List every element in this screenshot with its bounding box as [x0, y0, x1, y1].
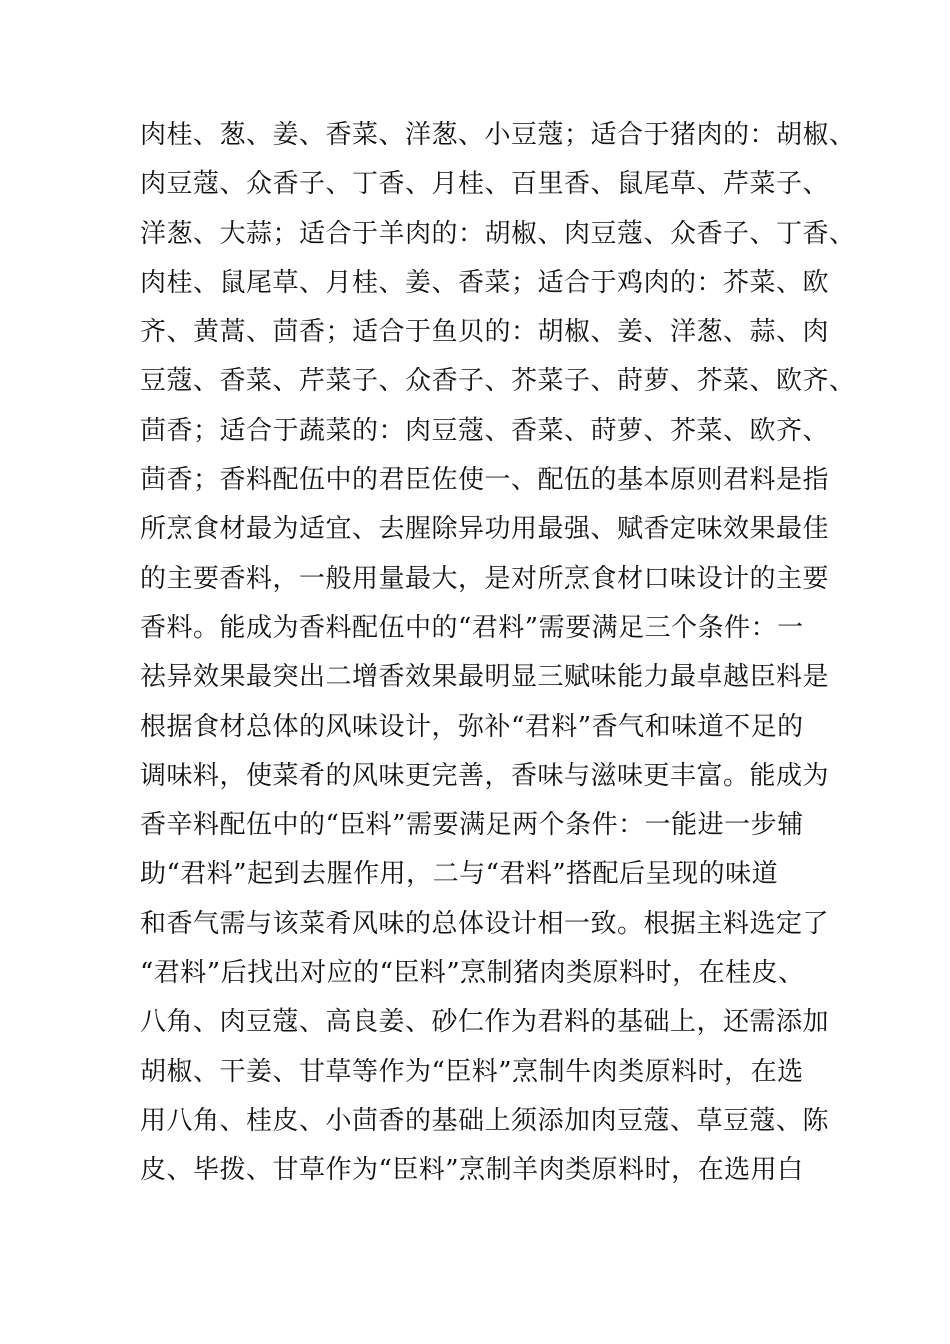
- text-line-1: 肉桂、葱、姜、香菜、洋葱、小豆蔻；适合于猪肉的：胡椒、: [140, 120, 856, 150]
- text-line-9: 所烹食材最为适宜、去腥除异功用最强、赋香定味效果最佳: [140, 514, 830, 545]
- text-line-19: 八角、肉豆蔻、高良姜、砂仁作为君料的基础上，还需添加: [140, 1007, 830, 1038]
- text-line-5: 齐、黄蒿、茴香；适合于鱼贝的：胡椒、姜、洋葱、蒜、肉: [140, 317, 830, 348]
- text-line-7: 茴香；适合于蔬菜的：肉豆蔻、香菜、莳萝、芥菜、欧齐、: [140, 415, 830, 446]
- text-line-20: 胡椒、干姜、甘草等作为“臣料”烹制牛肉类原料时，在选: [140, 1056, 804, 1087]
- text-line-15: 香辛料配伍中的“臣料”需要满足两个条件：一能进一步辅: [140, 810, 804, 841]
- text-line-17: 和香气需与该菜肴风味的总体设计相一致。根据主料选定了: [140, 908, 830, 939]
- body-text: [140, 111, 856, 1196]
- text-line-6: 豆蔻、香菜、芹菜子、众香子、芥菜子、莳萝、芥菜、欧齐、: [140, 366, 856, 397]
- text-line-4: 肉桂、鼠尾草、月桂、姜、香菜；适合于鸡肉的：芥菜、欧: [140, 267, 830, 298]
- text-line-3: 洋葱、大蒜；适合于羊肉的：胡椒、肉豆蔻、众香子、丁香、: [140, 218, 856, 249]
- text-line-22: 皮、毕拨、甘草作为“臣料”烹制羊肉类原料时，在选用白: [140, 1155, 804, 1186]
- text-line-2: 肉豆蔻、众香子、丁香、月桂、百里香、鼠尾草、芹菜子、: [140, 169, 830, 200]
- text-line-14: 调味料，使菜肴的风味更完善，香味与滋味更丰富。能成为: [140, 760, 830, 791]
- text-line-10: 的主要香料，一般用量最大，是对所烹食材口味设计的主要: [140, 563, 830, 594]
- text-line-13: 根据食材总体的风味设计，弥补“君料”香气和味道不足的: [140, 711, 804, 742]
- text-line-18: “君料”后找出对应的“臣料”烹制猪肉类原料时，在桂皮、: [140, 958, 805, 989]
- text-line-8: 茴香；香料配伍中的君臣佐使一、配伍的基本原则君料是指: [140, 465, 830, 496]
- text-line-21: 用八角、桂皮、小茴香的基础上须添加肉豆蔻、草豆蔻、陈: [140, 1105, 830, 1136]
- text-line-16: 助“君料”起到去腥作用，二与“君料”搭配后呈现的味道: [140, 859, 779, 890]
- text-line-11: 香料。能成为香料配伍中的“君料”需要满足三个条件：一: [140, 612, 804, 643]
- text-line-12: 祛异效果最突出二增香效果最明显三赋味能力最卓越臣料是: [140, 662, 830, 693]
